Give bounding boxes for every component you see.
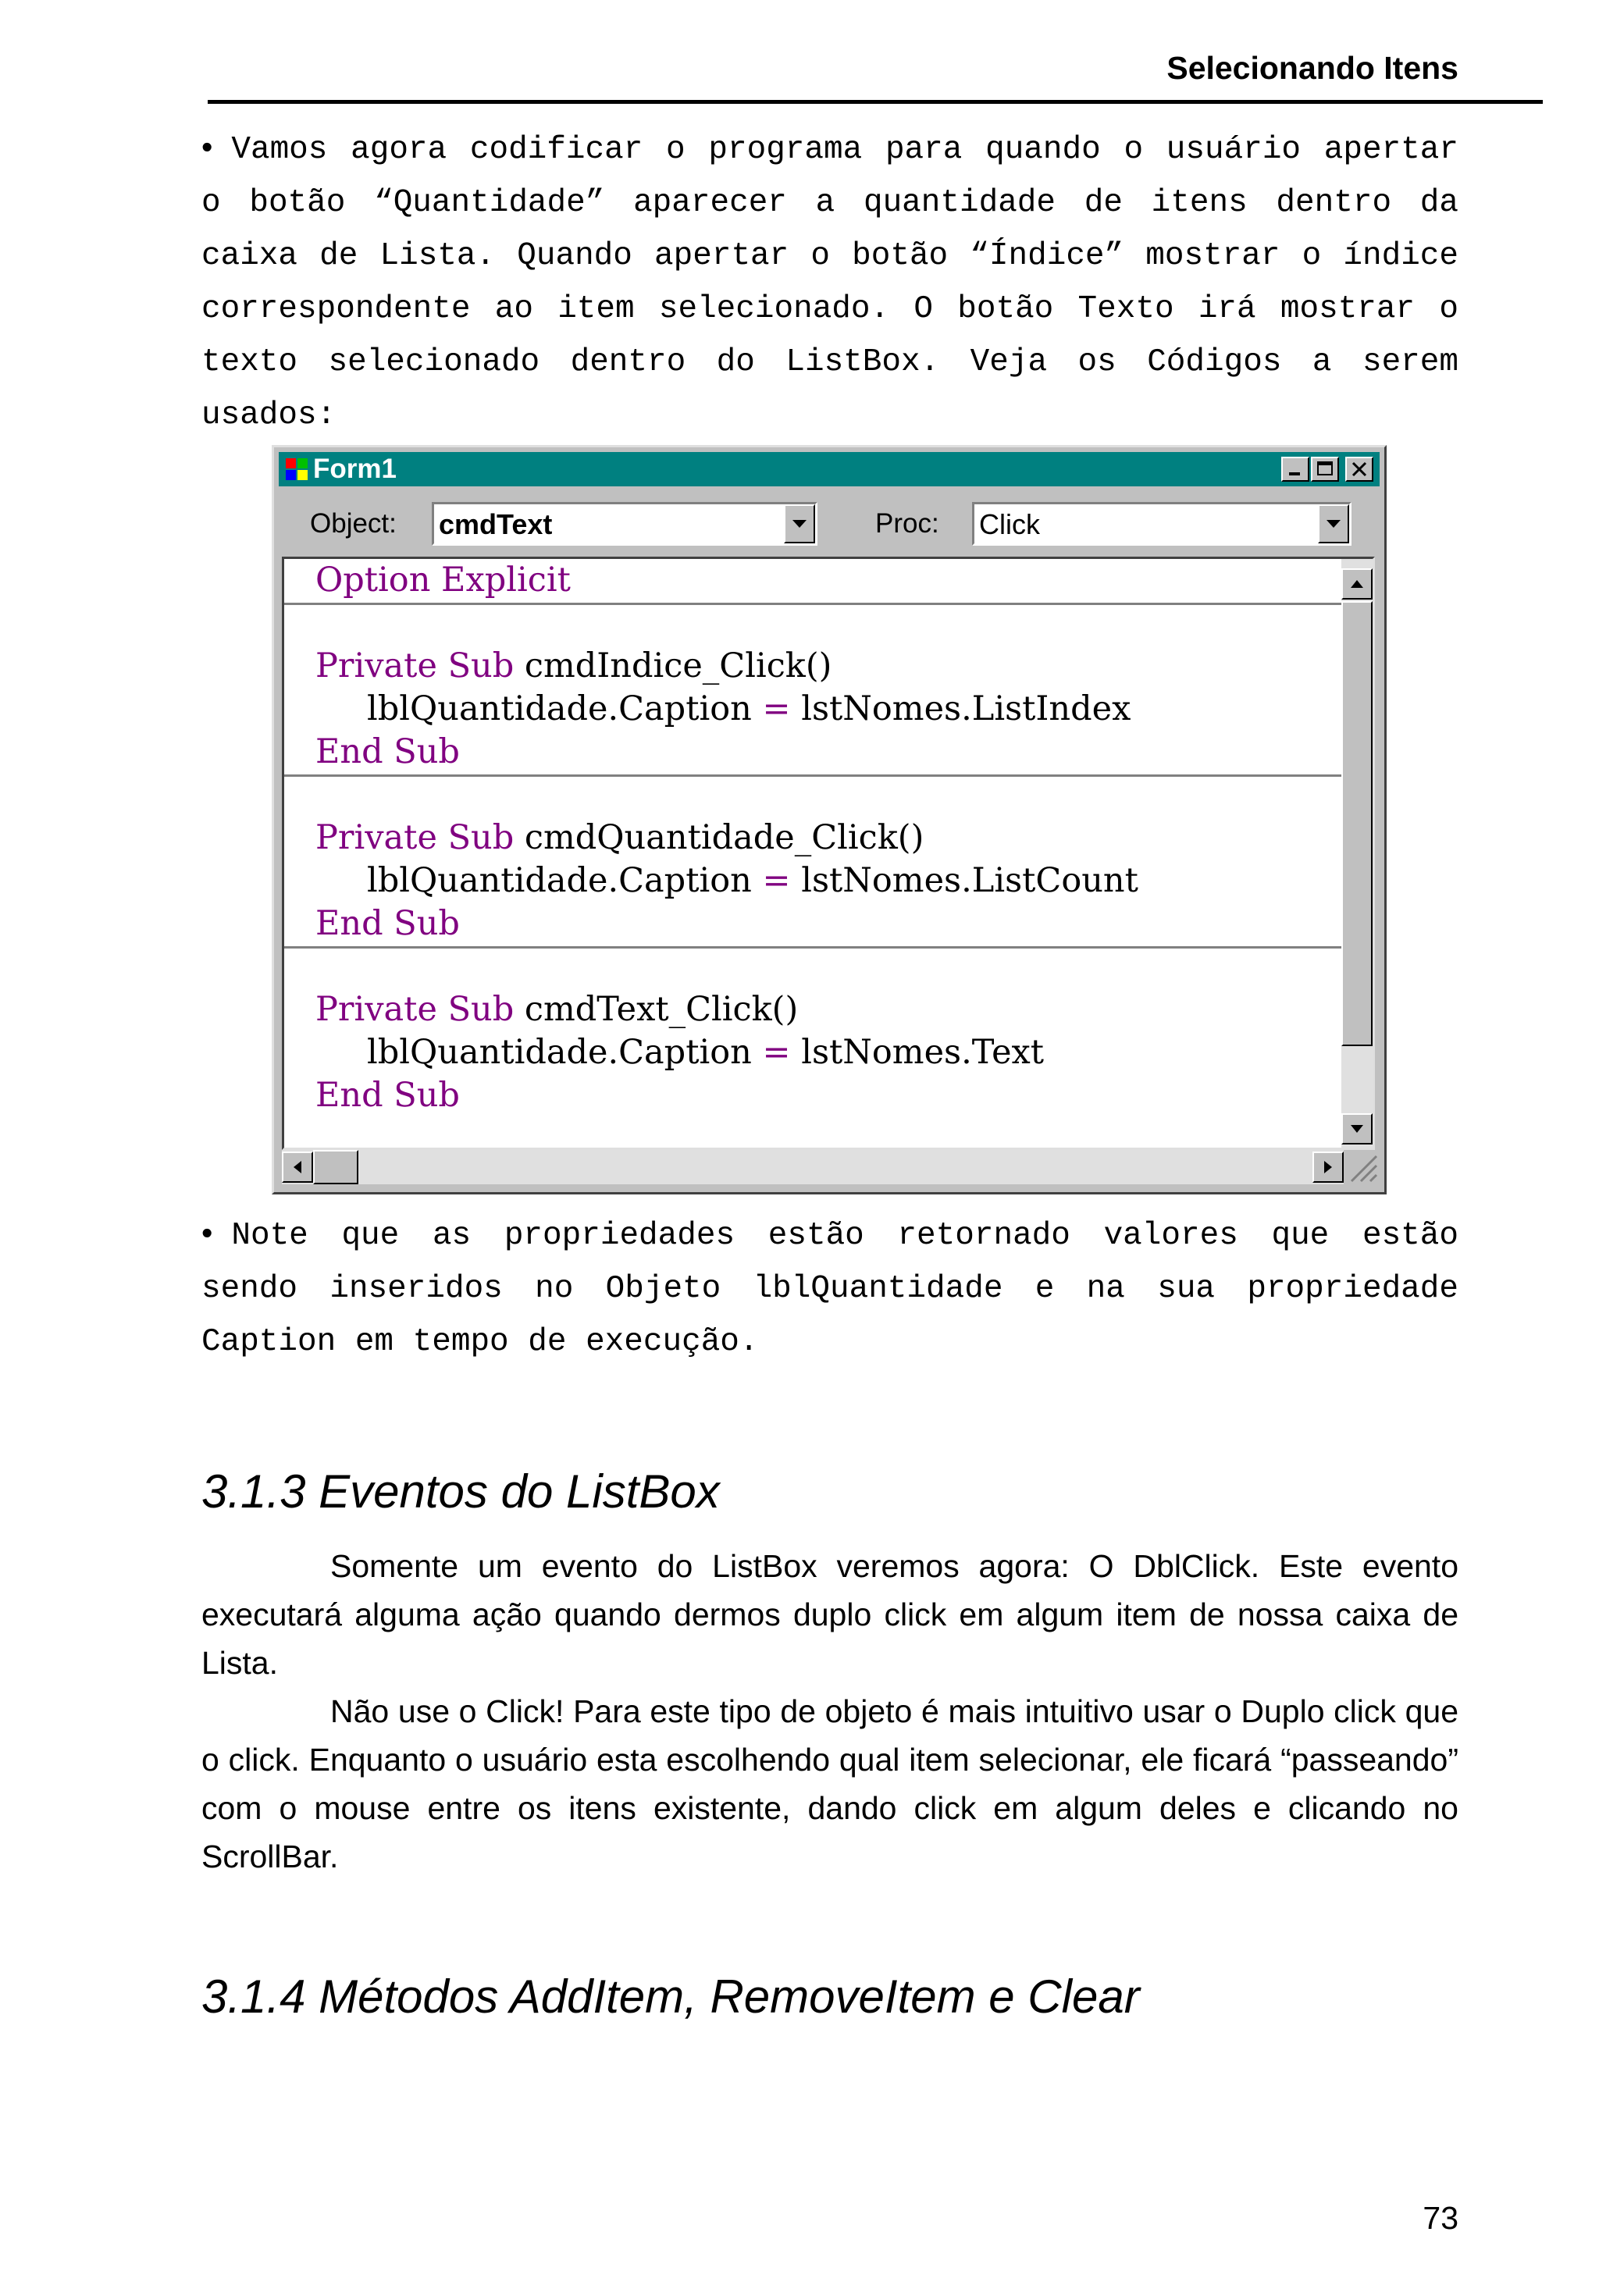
header-rule — [208, 100, 1543, 104]
bullet-icon: • — [201, 1215, 213, 1251]
code-line-sub1-end: End Sub — [315, 732, 460, 771]
bullet-icon: • — [201, 129, 213, 165]
title-bar[interactable] — [279, 452, 1380, 486]
section-313-paragraph-1: Somente um evento do ListBox veremos agora: O DblClick. Este evento executará alguma ação quando dermos duplo click em algum item de nossa caixa de Lista. — [201, 1548, 1458, 1681]
scroll-down-button[interactable] — [1341, 1113, 1373, 1144]
object-dropdown[interactable] — [432, 502, 817, 546]
section-313-paragraph-2: Não use o Click! Para este tipo de objeto é mais intuitivo usar o Duplo click que o click. Enquanto o usuário esta escolhendo qual item selecionar, ele ficará “passeando” com o mouse entre os itens existente, dando click em algum deles e clicando no ScrollBar. — [201, 1693, 1458, 1874]
procedure-separator — [284, 946, 1346, 949]
window-title: Form1 — [313, 454, 397, 484]
arrow-up-icon — [1343, 570, 1371, 598]
chevron-down-icon — [1319, 506, 1348, 542]
procedure-separator — [284, 603, 1346, 605]
arrow-right-icon — [1314, 1153, 1342, 1181]
intro-paragraph — [201, 120, 1458, 442]
running-header: Selecionando Itens — [1166, 50, 1458, 86]
resize-grip-icon[interactable] — [1345, 1150, 1380, 1184]
code-line-sub1-decl: Private Sub cmdIndice_Click() — [315, 646, 832, 685]
section-title-metodos: 3.1.4 Métodos AddItem, RemoveItem e Clear — [201, 1970, 1140, 2023]
arrow-down-icon — [1343, 1115, 1371, 1143]
proc-dropdown-button[interactable] — [1318, 504, 1349, 543]
proc-label: Proc: — [875, 508, 939, 539]
vertical-scrollbar[interactable] — [1341, 559, 1373, 1148]
minimize-button[interactable] — [1281, 457, 1309, 482]
code-window — [272, 445, 1387, 1194]
note-text: Note que as propriedades estão retornado valores que estão sendo inseridos no Objeto lblQuantidade e na sua propriedade Caption em tempo de execução. — [201, 1218, 1458, 1360]
vb-app-icon — [285, 457, 308, 481]
maximize-icon — [1312, 458, 1337, 480]
minimize-icon — [1283, 458, 1308, 480]
code-line-sub2-decl: Private Sub cmdQuantidade_Click() — [315, 818, 924, 857]
code-text — [284, 559, 1346, 1148]
code-line-sub1-body: lblQuantidade.Caption = lstNomes.ListIndex — [367, 689, 1131, 728]
code-line-sub2-body: lblQuantidade.Caption = lstNomes.ListCount — [367, 861, 1138, 900]
arrow-left-icon — [283, 1153, 312, 1181]
scroll-right-button[interactable] — [1312, 1152, 1344, 1183]
chevron-down-icon — [785, 506, 814, 542]
vertical-scroll-thumb[interactable] — [1341, 601, 1373, 1046]
procedure-separator — [284, 774, 1346, 777]
code-line-sub3-body: lblQuantidade.Caption = lstNomes.Text — [367, 1033, 1045, 1072]
scroll-up-button[interactable] — [1341, 568, 1373, 600]
close-button[interactable] — [1345, 457, 1373, 482]
maximize-button[interactable] — [1311, 457, 1339, 482]
object-label: Object: — [310, 508, 397, 539]
note-paragraph — [201, 1206, 1458, 1369]
proc-dropdown[interactable] — [972, 502, 1351, 546]
intro-text: Vamos agora codificar o programa para quando o usuário apertar o botão “Quantidade” aparecer a quantidade de itens dentro da caixa de Lista. Quando apertar o botão “Índice” mostrar o índice correspondente ao item selecionado. O botão Texto irá mostrar o texto selecionado dentro do ListBox. Veja os Códigos a serem usados: — [201, 132, 1458, 433]
horizontal-scroll-thumb[interactable] — [313, 1150, 358, 1184]
page-number: 73 — [1423, 2200, 1458, 2236]
scroll-left-button[interactable] — [282, 1152, 313, 1183]
section-title-eventos: 3.1.3 Eventos do ListBox — [201, 1465, 720, 1518]
object-value: cmdText — [439, 508, 553, 540]
code-editor[interactable] — [282, 557, 1375, 1150]
code-line-option-explicit: Option Explicit — [315, 561, 571, 600]
horizontal-scrollbar[interactable] — [282, 1150, 1344, 1184]
object-dropdown-button[interactable] — [784, 504, 815, 543]
code-line-sub3-decl: Private Sub cmdText_Click() — [315, 990, 799, 1029]
proc-value: Click — [979, 508, 1040, 540]
close-icon — [1347, 458, 1372, 480]
code-line-sub2-end: End Sub — [315, 904, 460, 943]
code-line-sub3-end: End Sub — [315, 1076, 460, 1115]
